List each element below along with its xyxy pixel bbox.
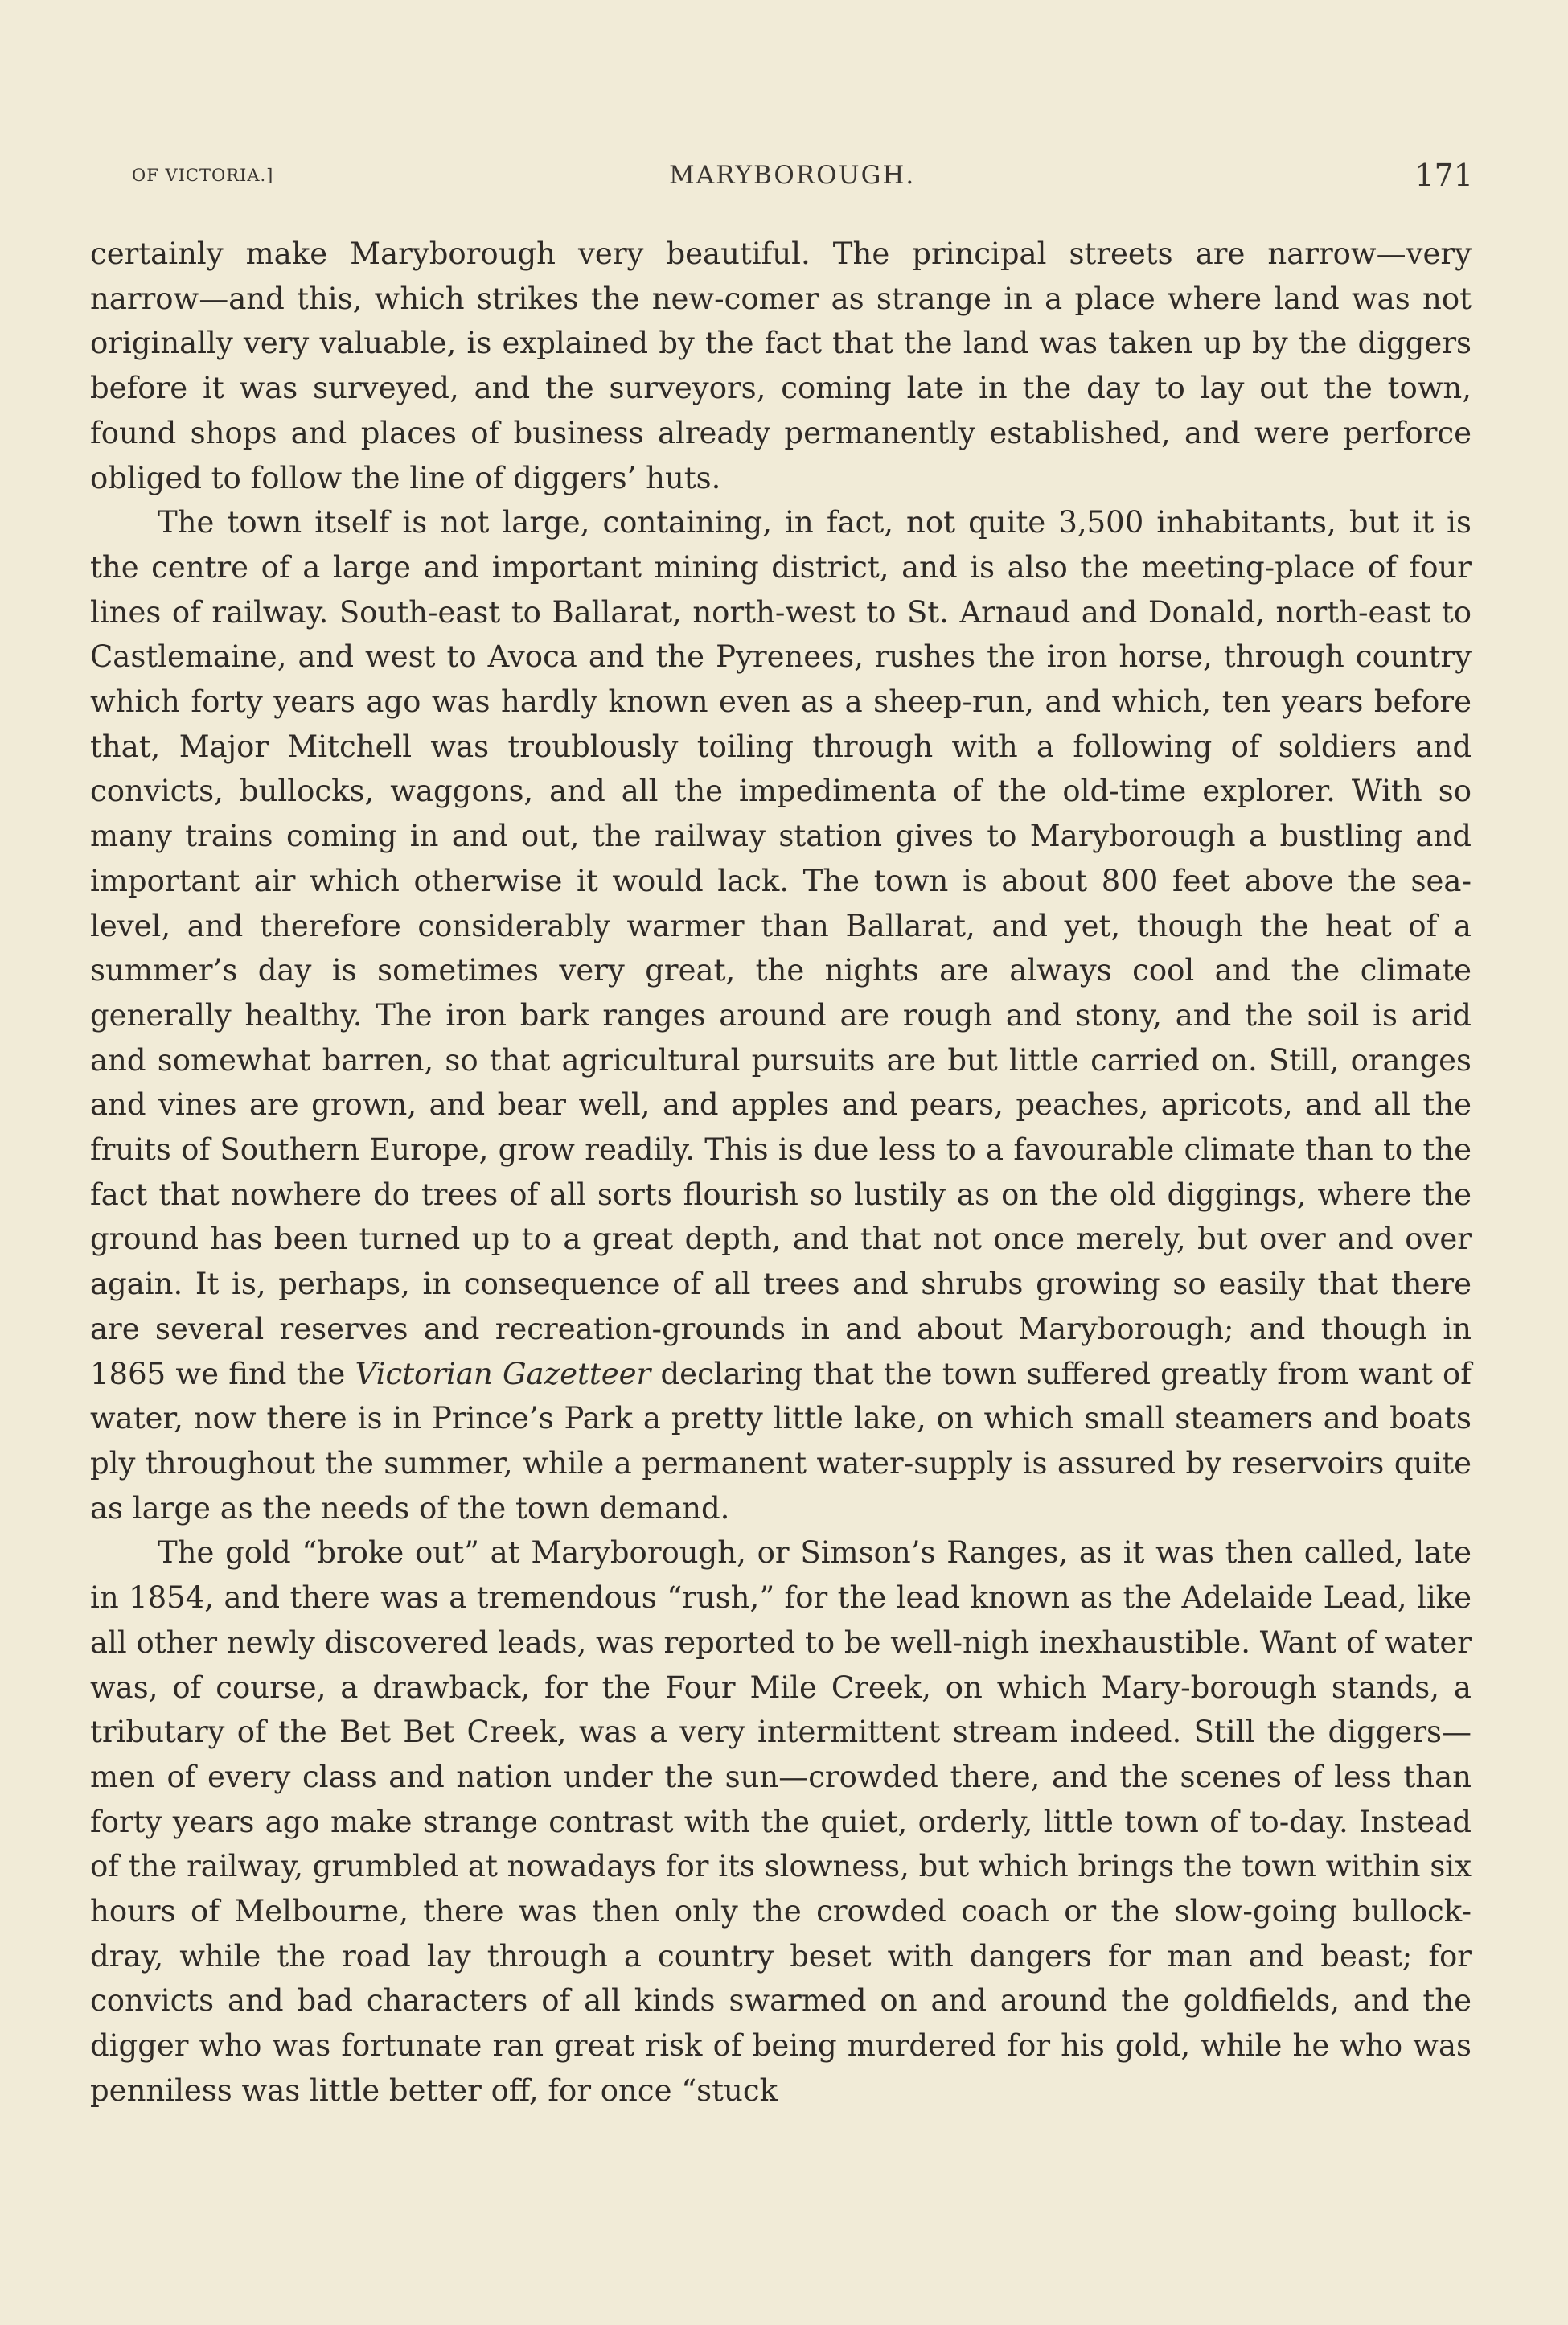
gazetteer-title: Victorian Gazetteer — [355, 1356, 651, 1391]
paragraph-2 — [90, 500, 1472, 1530]
paragraph-1: certainly make Maryborough very beautiful. The principal streets are narrow—very narrow—and this, which strikes the new-comer as strange in a place where land was not originally very valuable, is explained by the fact that the land was taken up by the diggers before it was surveyed, and the surveyors, coming late in the day to lay out the town, found shops and places of business already permanently established, and were perforce obliged to follow the line of diggers’ huts. — [90, 236, 1472, 495]
running-head-title: MARYBOROUGH. — [669, 161, 916, 190]
paragraph-3: The gold “broke out” at Maryborough, or Simson’s Ranges, as it was then called, late in 1854, and there was a tremendous “rush,” for the lead known as the Adelaide Lead, like all other newly discovered leads, was reported to be well-nigh inexhaustible. Want of water was, of course, a drawback, for the Four Mile Creek, on which Mary-borough stands, a tributary of the Bet Bet Creek, was a very intermittent stream indeed. Still the diggers—men of every class and nation under the sun—crowded there, and the scenes of less than forty years ago make strange contrast with the quiet, orderly, little town of to-day. Instead of the railway, grumbled at nowadays for its slowness, but which brings the town within six hours of Melbourne, there was then only the crowded coach or the slow-going bullock-dray, while the road lay through a country beset with dangers for man and beast; for convicts and bad characters of all kinds swarmed on and around the goldfields, and the digger who was fortunate ran great risk of being murdered for his gold, while he who was penniless was little better off, for once “stuck — [90, 1535, 1472, 2108]
running-head — [90, 158, 1473, 198]
running-head-left: OF VICTORIA.] — [132, 166, 274, 185]
body-text — [90, 232, 1472, 2113]
page-number: 171 — [1414, 158, 1473, 193]
paragraph-2-part-b: declaring that the town suffered greatly from want of water, now there is in Prince’s Park a pretty little lake, on which small steamers and boats ply throughout the summer, while a permanent water-supply is assured by reservoirs quite as large as the needs of the town demand. — [90, 1356, 1472, 1526]
paragraph-2-part-a: The town itself is not large, containing, in fact, not quite 3,500 inhabitants, but it is the centre of a large and important mining district, and is also the meeting-place of four lines of railway. South-east to Ballarat, north-west to St. Arnaud and Donald, north-east to Castlemaine, and west to Avoca and the Pyrenees, rushes the iron horse, through country which forty years ago was hardly known even as a sheep-run, and which, ten years before that, Major Mitchell was troublously toiling through with a following of soldiers and convicts, bullocks, waggons, and all the impedimenta of the old-time explorer. With so many trains coming in and out, the railway station gives to Maryborough a bustling and important air which otherwise it would lack. The town is about 800 feet above the sea-level, and therefore considerably warmer than Ballarat, and yet, though the heat of a summer’s day is sometimes very great, the nights are always cool and the climate generally healthy. The iron bark ranges around are rough and stony, and the soil is arid and somewhat barren, so that agricultural pursuits are but little carried on. Still, oranges and vines are grown, and bear well, and apples and pears, peaches, apricots, and all the fruits of Southern Europe, grow readily. This is due less to a favourable climate than to the fact that nowhere do trees of all sorts flourish so lustily as on the old diggings, where the ground has been turned up to a great depth, and that not once merely, but over and over again. It is, perhaps, in consequence of all trees and shrubs growing so easily that there are several reserves and recreation-grounds in and about Maryborough; and though in 1865 we find the — [90, 505, 1472, 1391]
